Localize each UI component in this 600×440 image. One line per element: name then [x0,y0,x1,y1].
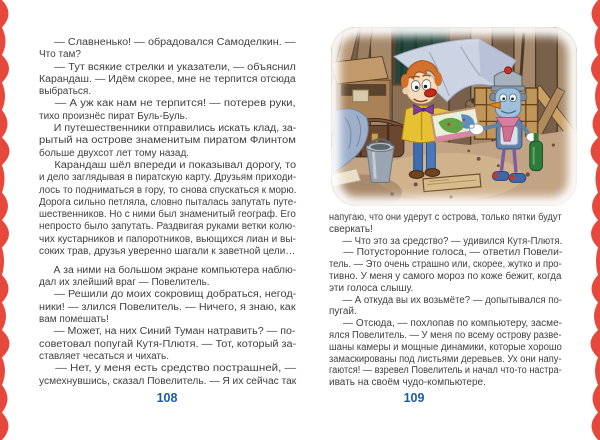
text-line: тель. — Это очень страшно или, скорее, жутко и про- [329,259,562,271]
text-line: пугай. [329,306,357,318]
text-line: чих кустарников и папоротников, вьющихся лиан и вы- [39,233,297,245]
text-line: ставляет чесаться и чихать. [39,350,170,362]
metal-bucket [366,139,394,182]
text-line: шаны камеры и мощные динамики, которые хорошо [329,341,562,353]
text-line: вам помешать! [39,314,109,326]
page-109-text [329,212,562,389]
illustration-shed-scene [331,27,577,206]
text-line: шественников. Но с ними был знаменитый географ. Его [39,209,296,221]
text-line: тихо произнёс пират Буль-Буль. [39,110,188,122]
text-line: замаскированы под листьями деревьев. Ух они напу- [329,353,562,365]
page-number-108: 108 [156,391,178,405]
text-line: — Потусторонние голоса, — ответил Повели- [343,247,563,259]
text-line: — Тут всякие стрелки и указатели, — объяснил [54,61,296,73]
text-line: гаются! — взревел Повелитель и начал что-то настра- [329,365,562,377]
page-number-109: 109 [403,391,425,405]
text-line: больше двухсот лет тому назад. [39,147,190,159]
text-line: выбраться. [39,86,92,98]
text-line: усмехнувшись, сказал Повелитель. — Я их сейчас так [39,375,297,387]
text-line: лось то подниматься в гору, то снова спускаться к морю. [39,184,297,196]
red-scalloped-page-edge-left [0,0,18,440]
text-line: напугаю, что они удерут с острова, только пятки будут [329,212,562,223]
text-line: — А откуда вы их возьмёте? — допытывался по- [342,294,563,306]
text-line: — А уж как нам не терпится! — потерев руки, [54,98,296,110]
text-line: тивно. У меня у самого мороз по коже бежит, когда [329,270,562,282]
text-line: Карандаш шёл впереди и показывал дорогу, то [54,159,297,171]
text-line: — Что это за средство? — удивился Кутя-Плютя. [342,235,563,247]
text-line: — Нет, у меня есть средство пострашней, — [55,363,297,375]
text-line: — Решили до моих сокровищ добраться, негод- [54,289,297,301]
text-line: и дело заглядывая в пиратскую карту. Друзьям приходи- [39,172,297,184]
text-line: Что там? [39,49,81,61]
text-line: дал их злейший враг — Повелитель. [39,277,210,289]
text-line: ники! — злился Повелитель. — Ничего, я знаю, как [39,301,296,313]
text-line: И путешественники отправились искать клад, за- [53,123,297,135]
text-line: Карандаш. — Идём скорее, мне не терпится отсюда [39,73,296,85]
text-line: Дорога сильно петляла, словно пыталась запутать путе- [39,196,297,208]
text-line: советовал попугай Кутя-Плютя. — Тот, который за- [39,338,297,350]
text-line: рытый на острове знаменитым пиратом Флинтом [39,135,296,147]
text-line: сверкать! [329,223,373,235]
text-line: непросто было запутать. Раздвигая руками ветки колю- [39,221,296,233]
text-line: ялся Повелитель. — У меня по всему острову разве- [329,329,562,341]
text-line: эти голоса слышу. [329,282,414,294]
text-line: ивать на своём чудо-компьютере. [329,377,486,389]
red-scalloped-page-edge-right [582,0,600,440]
page-108-text [39,37,296,388]
text-line: — Отсюда, — похлопав по компьютеру, засме- [343,318,563,330]
text-line: — Может, на них Синий Туман натравить? — по- [53,326,296,338]
text-line: соких трав, друзья уверенно шагали к заветной цели… [39,246,296,258]
text-line: А за ними на большом экране компьютера наблю- [53,264,297,276]
text-line: — Славненько! — обрадовался Самоделкин. — [54,37,296,48]
